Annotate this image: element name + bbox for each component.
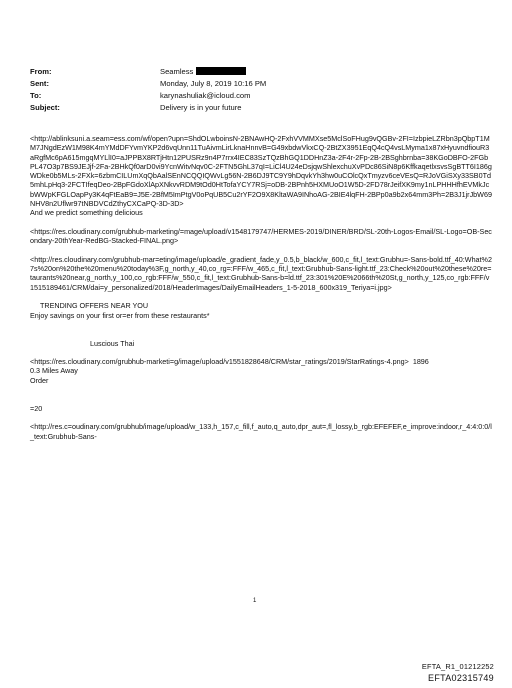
page-number: 1 [253, 598, 257, 604]
distance-text: 0.3 Miles Away [30, 366, 78, 376]
predict-text: And we predict something delicious [30, 208, 143, 218]
from-label: From: [30, 67, 52, 76]
sent-value: Monday, July 8, 2019 10:16 PM [160, 79, 267, 88]
subject-label: Subject: [30, 103, 60, 112]
efta-reference-large: EFTA02315749 [428, 673, 494, 683]
email-body [30, 134, 492, 441]
restaurant-image-url: <http://res.c=oudinary.com/grubhub/image/upload/w_133,h_157,c_fill,f_auto,q_auto,dpr_aut=,fl_lossy,b_rgb:EFEFEF,e_improve:indoor,r_4:4:0:0/l_text:Grubhub-Sans- [30, 422, 492, 441]
enjoy-savings-text: Enjoy savings on your first or=er from these restaurants* [30, 310, 210, 320]
encoded-space-text: =20 [30, 403, 43, 413]
sent-label: Sent: [30, 79, 49, 88]
to-label: To: [30, 91, 42, 100]
from-sender: Seamless [160, 67, 194, 76]
trending-heading: TRENDING OFFERS NEAR YOU [40, 301, 149, 311]
to-value: karynashuliak@icloud.com [160, 91, 251, 100]
order-text: Order [30, 375, 49, 385]
subject-value: Delivery is in your future [160, 103, 242, 112]
redaction-box [196, 67, 246, 75]
star-rating-url: <https://res.cloudinary.com/grubhub-marketi=g/image/upload/v1551828648/CRM/star_ratings/2019/StarRatings-4.png> 1896 [30, 357, 429, 367]
header-image-url: <http://res.cloudinary.com/grubhub-mar=eting/image/upload/e_gradient_fade,y_0.5,b_black/w_600,c_fit,l_text:Grubhu=-Sans-bold.ttf_40:What%27s%20on%20the%20menu%20today%3F,g_north,y_40,co_rg=:FFF/w_465,c_fit,l_text:Grubhub-Sans-light.ttf_23:Check%20out%20these%20re=taurants%20near,g_north,y_100,co_rgb:FFF/w_550,c_fit,l_text:Grubhub-Sans-b=ld.ttf_23:301%20E%2066th%20St,g_north,y_125,co_rgb:FFF/v1515189461/CRM/dai=y_personalized/2018/HeaderImages/DailyEmailHeaders_1-5-2018_600x319_Teriya=i.jpg> [30, 254, 492, 292]
efta-reference-small: EFTA_R1_01212252 [421, 662, 494, 671]
restaurant-name: Luscious Thai [90, 338, 135, 348]
tracking-link-text: <http://ablinksuni.a.seam=ess.com/wf/open?upn=ShdOLwboinsN-2BNAwHQ-2FxhVVMMXse5MclSoFHug9vQGBv-2FI=IzbpieLZRbn3pQbpT1MM7JNgdEzW1M98K4mYMdDFYvmYKP2d6vqUnn11TuAivmLirLknaHnnvB=G49xbdwVkxCQ-2BtZX3951EqQ4cQ4vsLMyma1x87xHyuvndfiouR3aRgfMc6pA615mgqMYLlI0=aJPPBX8RTjHtn12PUSRz9n4P7rrx4IEC83SzTQzBhGQ1DDHnZ3a-2F4r-2Fp-2B-2BSghbrnba=38KGoDBFO-2FGbPL47O3p7BS9JEJjf-2Fa-2BHkQf0arD0vi9YcnWitvNqv0C-2FTN5GhL37qI=LiCl4U24eDsjqwShlexchuXvPDc86SiN8p6KffkaqetlxsvsSgBTT6I186gWDke0b5MLs-2FXk=6zbmCILUmXqQbAalSEnNCQQIQWvLg56N-2B6DJ9TC9Y9hDqvkYh3hw0uCOlcQxTmyzv6ceVEsQ=RJoVGiSXy33SB0Td5mhLpHq3-2FCTIfeqDeo-2BpFGdoXlApXNkvvRDM9tOd0HtTofaYCY7RSj=oDB-2BPnh5HXMUoO1W5D-2FD78rJeifXK9my1nLPHHHfhEVMkJcbWWpKFGLOapPy3K4qFtEaB9=J5E-2BfM5ImPtgV0oPqUB5Cu2rYF2O9X8KltaWA9INhoAG-2BIE4lqFH-2BPp0a9b2x64mm3Ph=2B3J1jrJbW69NHV8n2Uflwr97tNBDVCdZthyCXCaPQ-3D-3D> [30, 134, 492, 209]
logo-image-url: <https://res.cloudinary.com/grubhub-marketing/=mage/upload/v1548179747/HERMES-2019/DINER/BRD/SL-20th-Logos-Email/SL-Logo=OB-Secondary-20thYear-RedBG-Stacked-FINAL.png> [30, 226, 492, 246]
from-value [160, 67, 246, 77]
